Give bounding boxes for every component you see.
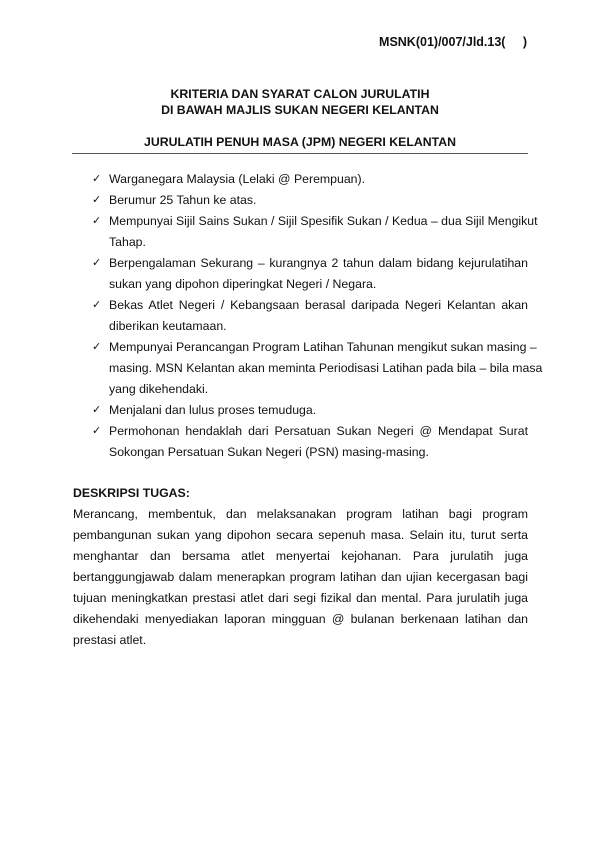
checkmark-icon: ✓ <box>92 299 102 311</box>
criteria-text-line: Warganegara Malaysia (Lelaki @ Perempuan). <box>109 172 366 186</box>
criteria-item <box>72 211 538 253</box>
checkmark-icon: ✓ <box>92 341 102 353</box>
description-paragraph <box>73 504 528 651</box>
description-section <box>73 483 528 651</box>
criteria-text-line: Tahap. <box>109 235 146 249</box>
divider-line <box>72 153 528 154</box>
criteria-text-line: sukan yang dipohon diperingkat Negeri / Negara. <box>109 277 377 291</box>
description-text-line: menghantar dan bersama atlet menyertai kejohanan. Para jurulatih juga <box>73 549 528 563</box>
criteria-text-line: Mempunyai Sijil Sains Sukan / Sijil Spesifik Sukan / Kedua – dua Sijil Mengikut <box>109 214 538 228</box>
criteria-text-line: Menjalani dan lulus proses temuduga. <box>109 403 317 417</box>
checkmark-icon: ✓ <box>92 194 102 206</box>
criteria-text-line: Mempunyai Perancangan Program Latihan Tahunan mengikut sukan masing – <box>109 340 537 354</box>
criteria-text-line: Sokongan Persatuan Sukan Negeri (PSN) masing-masing. <box>109 445 429 459</box>
criteria-item <box>72 400 528 421</box>
criteria-item <box>72 421 528 463</box>
description-text-line: Merancang, membentuk, dan melaksanakan program latihan bagi program <box>73 507 528 521</box>
criteria-text-line: Bekas Atlet Negeri / Kebangsaan berasal daripada Negeri Kelantan akan <box>109 298 528 312</box>
description-text-line: dikehendaki menyediakan laporan mingguan @ bulanan berkenaan latihan dan <box>73 612 528 626</box>
criteria-text-line: Berumur 25 Tahun ke atas. <box>109 193 257 207</box>
reference-number: MSNK(01)/007/Jld.13( ) <box>379 35 527 49</box>
criteria-item <box>72 337 543 400</box>
checkmark-icon: ✓ <box>92 215 102 227</box>
description-text-line: prestasi atlet. <box>73 633 147 647</box>
description-text-line: pembangunan sukan yang dipohon secara sepenuh masa. Selain itu, turut serta <box>73 528 528 542</box>
criteria-item <box>72 253 528 295</box>
section-subtitle: JURULATIH PENUH MASA (JPM) NEGERI KELANTAN <box>144 135 456 149</box>
criteria-text-line: Berpengalaman Sekurang – kurangnya 2 tahun dalam bidang kejurulatihan <box>109 256 528 270</box>
description-heading: DESKRIPSI TUGAS: <box>73 486 190 500</box>
checkmark-icon: ✓ <box>92 173 102 185</box>
criteria-text-line: diberikan keutamaan. <box>109 319 227 333</box>
checkmark-icon: ✓ <box>92 404 102 416</box>
criteria-text-line: Permohonan hendaklah dari Persatuan Sukan Negeri @ Mendapat Surat <box>109 424 528 438</box>
criteria-item <box>72 295 528 337</box>
description-text-line: bertanggungjawab dalam menerapkan program latihan dan ujian kecergasan bagi <box>73 570 528 584</box>
criteria-text-line: masing. MSN Kelantan akan meminta Periodisasi Latihan pada bila – bila masa <box>109 361 543 375</box>
criteria-item <box>72 169 528 190</box>
criteria-text-line: yang dikehendaki. <box>109 382 209 396</box>
document-title-line-2: DI BAWAH MAJLIS SUKAN NEGERI KELANTAN <box>161 103 439 117</box>
checkmark-icon: ✓ <box>92 425 102 437</box>
description-text-line: tujuan meningkatkan prestasi atlet dari segi fizikal dan mental. Para jurulatih juga <box>73 591 528 605</box>
criteria-item <box>72 190 528 211</box>
criteria-list <box>72 169 543 463</box>
document-title-line-1: KRITERIA DAN SYARAT CALON JURULATIH <box>170 87 430 101</box>
checkmark-icon: ✓ <box>92 257 102 269</box>
